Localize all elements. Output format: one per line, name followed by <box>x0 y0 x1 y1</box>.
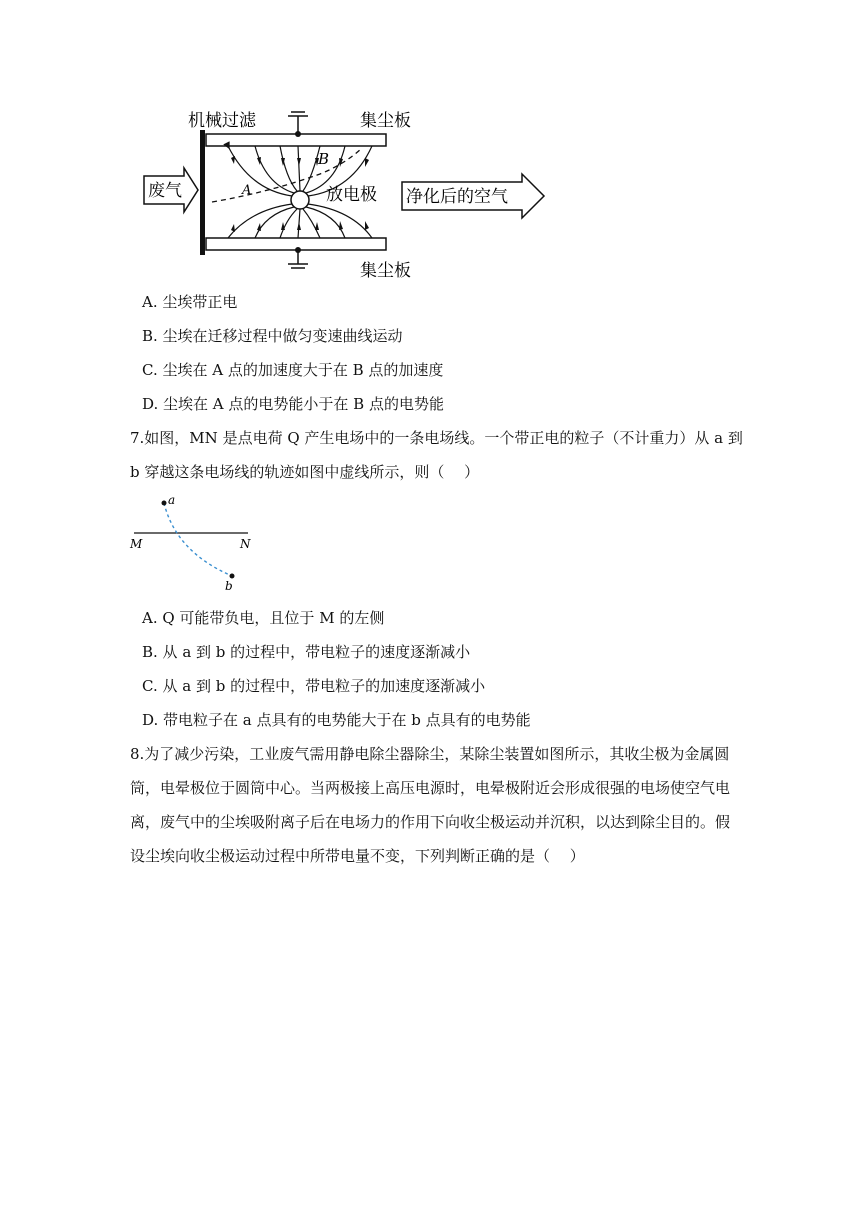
discharge-electrode <box>291 191 309 209</box>
q7-option-d: D. 带电粒子在 a 点具有的电势能大于在 b 点具有的电势能 <box>142 711 531 729</box>
q6-option-b: B. 尘埃在迁移过程中做匀变速曲线运动 <box>142 327 403 345</box>
q8-stem-line3: 离，废气中的尘埃吸附离子后在电场力的作用下向收尘极运动并沉积，以达到除尘目的。假 <box>130 813 731 831</box>
point-m-label: M <box>130 537 143 551</box>
q7-stem-line2: b 穿越这条电场线的轨迹如图中虚线所示，则（ ） <box>130 463 480 481</box>
electrode-label: 放电极 <box>326 185 377 205</box>
field-line-diagram <box>126 490 266 594</box>
filter-plate <box>200 130 205 255</box>
point-b-label: B <box>318 150 330 168</box>
point-b-label: b <box>225 579 233 593</box>
precipitator-diagram <box>140 102 560 284</box>
clean-air-label: 净化后的空气 <box>406 187 508 207</box>
q7-option-b: B. 从 a 到 b 的过程中，带电粒子的速度逐渐减小 <box>142 643 471 661</box>
q8-stem-line2: 筒，电晕极位于圆筒中心。当两极接上高压电源时，电晕极附近会形成很强的电场使空气电 <box>130 779 731 797</box>
point-a-label: A <box>242 183 252 198</box>
q7-stem-line1: 7.如图，MN 是点电荷 Q 产生电场中的一条电场线。一个带正电的粒子（不计重力）从 a 到 <box>130 429 743 447</box>
top-plate-label: 集尘板 <box>360 111 411 131</box>
point-n-label: N <box>240 537 251 551</box>
waste-gas-label: 废气 <box>148 181 182 201</box>
q8-stem-line4: 设尘埃向收尘极运动过程中所带电量不变，下列判断正确的是（ ） <box>130 847 585 865</box>
q6-option-a: A. 尘埃带正电 <box>142 293 238 311</box>
q8-stem-line1: 8.为了减少污染，工业废气需用静电除尘器除尘，某除尘装置如图所示，其收尘极为金属圆 <box>130 745 730 763</box>
bottom-plate-label: 集尘板 <box>360 261 411 281</box>
particle-trajectory <box>164 503 232 576</box>
q7-option-a: A. Q 可能带负电，且位于 M 的左侧 <box>142 609 385 627</box>
q7-option-c: C. 从 a 到 b 的过程中，带电粒子的加速度逐渐减小 <box>142 677 486 695</box>
filter-label: 机械过滤 <box>188 111 256 131</box>
q6-option-d: D. 尘埃在 A 点的电势能小于在 B 点的电势能 <box>142 395 444 413</box>
point-a-label: a <box>168 493 176 507</box>
q6-option-c: C. 尘埃在 A 点的加速度大于在 B 点的加速度 <box>142 361 444 379</box>
